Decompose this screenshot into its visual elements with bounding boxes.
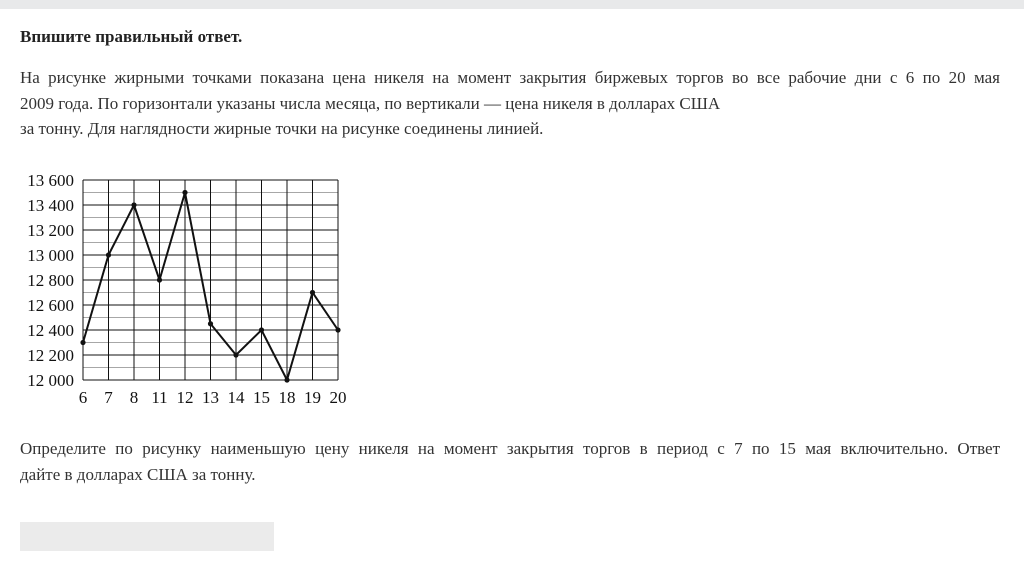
x-tick-label: 6: [78, 388, 88, 407]
question-line: дайте в долларах США за тонну.: [20, 464, 256, 484]
data-point: [106, 252, 111, 257]
task-intro: [20, 65, 1000, 142]
intro-line: за тонну. Для наглядности жирные точки на рисунке соединены линией.: [20, 119, 544, 138]
data-point: [284, 377, 289, 382]
chart-x-tick-labels: [79, 388, 347, 407]
y-tick-label: 12 800: [27, 271, 74, 290]
intro-line: 2009 года. По горизонтали указаны числа месяца, по вертикали — цена никеля в долларах США: [20, 93, 721, 113]
y-tick-label: 13 000: [27, 246, 74, 265]
y-tick-label: 12 400: [27, 321, 74, 340]
data-point: [80, 340, 85, 345]
data-point: [259, 327, 264, 332]
data-point: [182, 190, 187, 195]
data-point: [335, 327, 340, 332]
x-tick-label: 12: [176, 388, 194, 407]
x-tick-label: 13: [202, 388, 219, 407]
x-tick-label: 19: [304, 388, 321, 407]
chart-major-grid: [83, 180, 338, 380]
top-band: [0, 0, 1024, 9]
data-point: [208, 321, 213, 326]
nickel-price-chart: [0, 160, 380, 420]
task-question: [20, 436, 1000, 487]
x-tick-label: 14: [227, 388, 245, 407]
x-tick-label: 18: [278, 388, 296, 407]
y-tick-label: 12 000: [27, 371, 74, 390]
y-tick-label: 12 600: [27, 296, 74, 315]
data-point: [233, 352, 238, 357]
y-tick-label: 13 600: [27, 171, 74, 190]
answer-input[interactable]: [20, 522, 274, 551]
data-point: [131, 202, 136, 207]
intro-line: На рисунке жирными точками показана цена никеля на момент закрытия биржевых торгов во все рабочие дни с 6 по 20 мая: [20, 68, 1000, 87]
chart-y-tick-labels: [27, 171, 74, 390]
x-tick-label: 8: [129, 388, 139, 407]
data-point: [310, 290, 315, 295]
task-instruction: Впишите правильный ответ.: [20, 27, 243, 46]
y-tick-label: 12 200: [27, 346, 74, 365]
question-line: Определите по рисунку наименьшую цену никеля на момент закрытия торгов в период с 7 по 15 мая включительно. Ответ: [20, 439, 1000, 458]
data-point: [157, 277, 162, 282]
x-tick-label: 20: [329, 388, 347, 407]
x-tick-label: 11: [151, 388, 168, 407]
y-tick-label: 13 200: [27, 221, 74, 240]
y-tick-label: 13 400: [27, 196, 74, 215]
x-tick-label: 15: [253, 388, 270, 407]
x-tick-label: 7: [104, 388, 113, 407]
